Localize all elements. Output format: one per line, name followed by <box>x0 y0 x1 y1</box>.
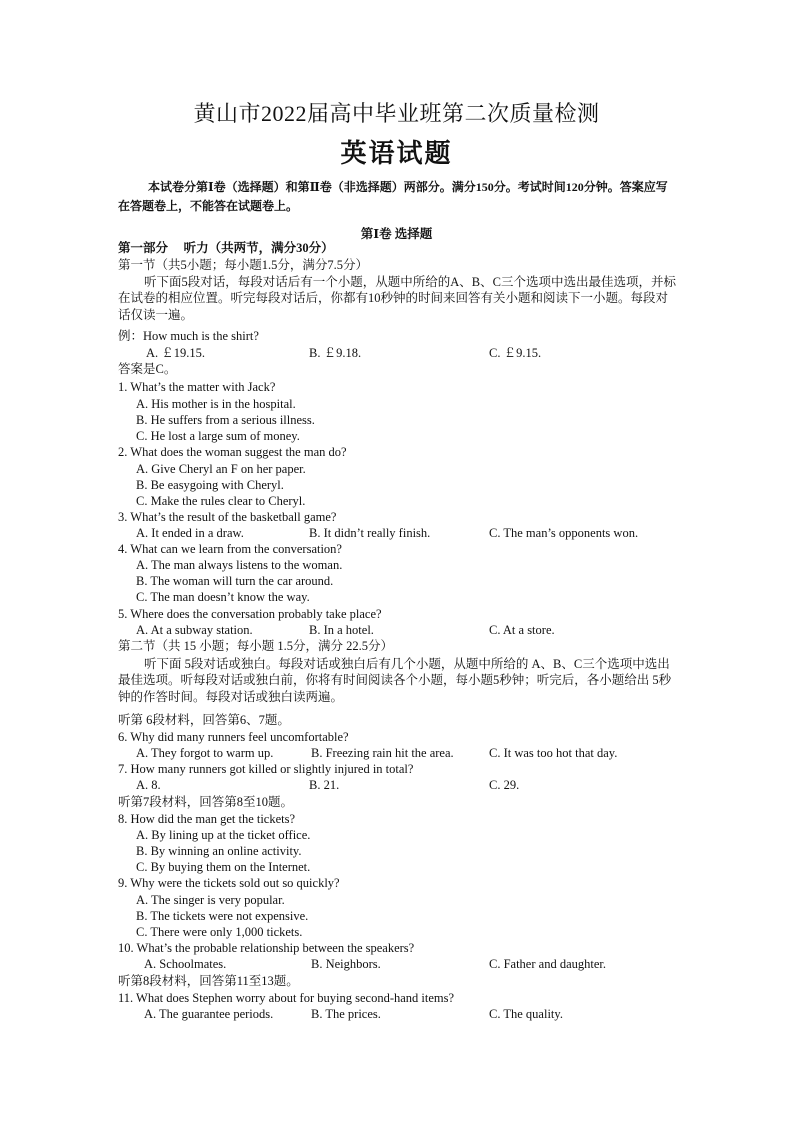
question-9: 9. Why were the tickets sold out so quickly? <box>118 876 340 890</box>
q7-option-b: B. 21. <box>309 778 340 792</box>
example-option-b: B. ￡9.18. <box>309 346 362 360</box>
q2-option-b: B. Be easygoing with Cheryl. <box>136 478 284 492</box>
question-4: 4. What can we learn from the conversation? <box>118 542 342 556</box>
question-3: 3. What’s the result of the basketball game? <box>118 510 337 524</box>
material-8-header: 听第8段材料，回答第11至13题。 <box>118 974 299 988</box>
part1-title: 第一部分 听力（共两节，满分30分） <box>118 241 334 255</box>
q3-option-a: A. It ended in a draw. <box>136 526 244 540</box>
material-6-header: 听第 6段材料，回答第6、7题。 <box>118 713 290 727</box>
example-option-c: C. ￡9.15. <box>489 346 542 360</box>
question-8: 8. How did the man get the tickets? <box>118 812 296 826</box>
question-6: 6. Why did many runners feel uncomfortable? <box>118 730 349 744</box>
question-10: 10. What’s the probable relationship between the speakers? <box>118 941 415 955</box>
question-5: 5. Where does the conversation probably take place? <box>118 607 382 621</box>
q8-option-a: A. By lining up at the ticket office. <box>136 828 311 842</box>
q2-option-a: A. Give Cheryl an F on her paper. <box>136 462 306 476</box>
q7-option-a: A. 8. <box>136 778 161 792</box>
q1-option-c: C. He lost a large sum of money. <box>136 429 300 443</box>
q2-option-c: C. Make the rules clear to Cheryl. <box>136 494 306 508</box>
q10-option-b: B. Neighbors. <box>311 957 381 971</box>
section1-directions: 听下面5段对话，每段对话后有一个小题，从题中所给的A、B、C三个选项中选出最佳选项，并标在试卷的相应位置。听完每段对话后，你都有10秒钟的时间来回答有关小题和阅读下一小题。每段对话仅读一遍。 <box>118 275 676 322</box>
question-1: 1. What’s the matter with Jack? <box>118 380 276 394</box>
question-11: 11. What does Stephen worry about for buying second-hand items? <box>118 991 455 1005</box>
q11-option-b: B. The prices. <box>311 1007 381 1021</box>
q5-option-b: B. In a hotel. <box>309 623 374 637</box>
q9-option-b: B. The tickets were not expensive. <box>136 909 309 923</box>
subject-title: 英语试题 <box>340 139 453 168</box>
q4-option-b: B. The woman will turn the car around. <box>136 574 334 588</box>
volume-title: 第Ⅰ卷 选择题 <box>360 227 433 241</box>
q3-option-c: C. The man’s opponents won. <box>489 526 639 540</box>
q11-option-a: A. The guarantee periods. <box>144 1007 274 1021</box>
q5-option-c: C. At a store. <box>489 623 555 637</box>
q3-option-b: B. It didn’t really finish. <box>309 526 431 540</box>
q8-option-c: C. By buying them on the Internet. <box>136 860 311 874</box>
q8-option-b: B. By winning an online activity. <box>136 844 302 858</box>
exam-title: 黄山市2022届高中毕业班第二次质量检测 <box>193 101 600 126</box>
q4-option-c: C. The man doesn’t know the way. <box>136 590 310 604</box>
q5-option-a: A. At a subway station. <box>136 623 253 637</box>
q1-option-a: A. His mother is in the hospital. <box>136 397 296 411</box>
material-7-header: 听第7段材料，回答第8至10题。 <box>118 795 294 809</box>
exam-instructions: 本试卷分第Ⅰ卷（选择题）和第Ⅱ卷（非选择题）两部分。满分150分。考试时间120分钟。答案应写在答题卷上，不能答在试题卷上。 <box>118 180 668 213</box>
question-7: 7. How many runners got killed or slightly injured in total? <box>118 762 414 776</box>
example-answer: 答案是C。 <box>118 362 177 376</box>
section1-title: 第一节（共5小题；每小题1.5分，满分7.5分） <box>118 258 369 272</box>
q10-option-c: C. Father and daughter. <box>489 957 606 971</box>
q9-option-a: A. The singer is very popular. <box>136 893 285 907</box>
example-question: 例：How much is the shirt? <box>118 329 259 343</box>
question-2: 2. What does the woman suggest the man do? <box>118 445 347 459</box>
q7-option-c: C. 29. <box>489 778 520 792</box>
q1-option-b: B. He suffers from a serious illness. <box>136 413 315 427</box>
q11-option-c: C. The quality. <box>489 1007 563 1021</box>
example-option-a: A. ￡19.15. <box>146 346 206 360</box>
q6-option-b: B. Freezing rain hit the area. <box>311 746 454 760</box>
section2-directions: 听下面 5段对话或独白。每段对话或独白后有几个小题，从题中所给的 A、B、C三个选项中选出最佳选项。听每段对话或独白前，你将有时间阅读各个小题，每小题5秒钟；听完后，各小题给出 5秒钟的作答时间。每段对话或独白读两遍。 <box>118 657 672 704</box>
q4-option-a: A. The man always listens to the woman. <box>136 558 343 572</box>
section2-title: 第二节（共 15 小题；每小题 1.5分，满分 22.5分） <box>118 639 394 653</box>
q9-option-c: C. There were only 1,000 tickets. <box>136 925 303 939</box>
q6-option-c: C. It was too hot that day. <box>489 746 618 760</box>
q10-option-a: A. Schoolmates. <box>144 957 227 971</box>
q6-option-a: A. They forgot to warm up. <box>136 746 274 760</box>
